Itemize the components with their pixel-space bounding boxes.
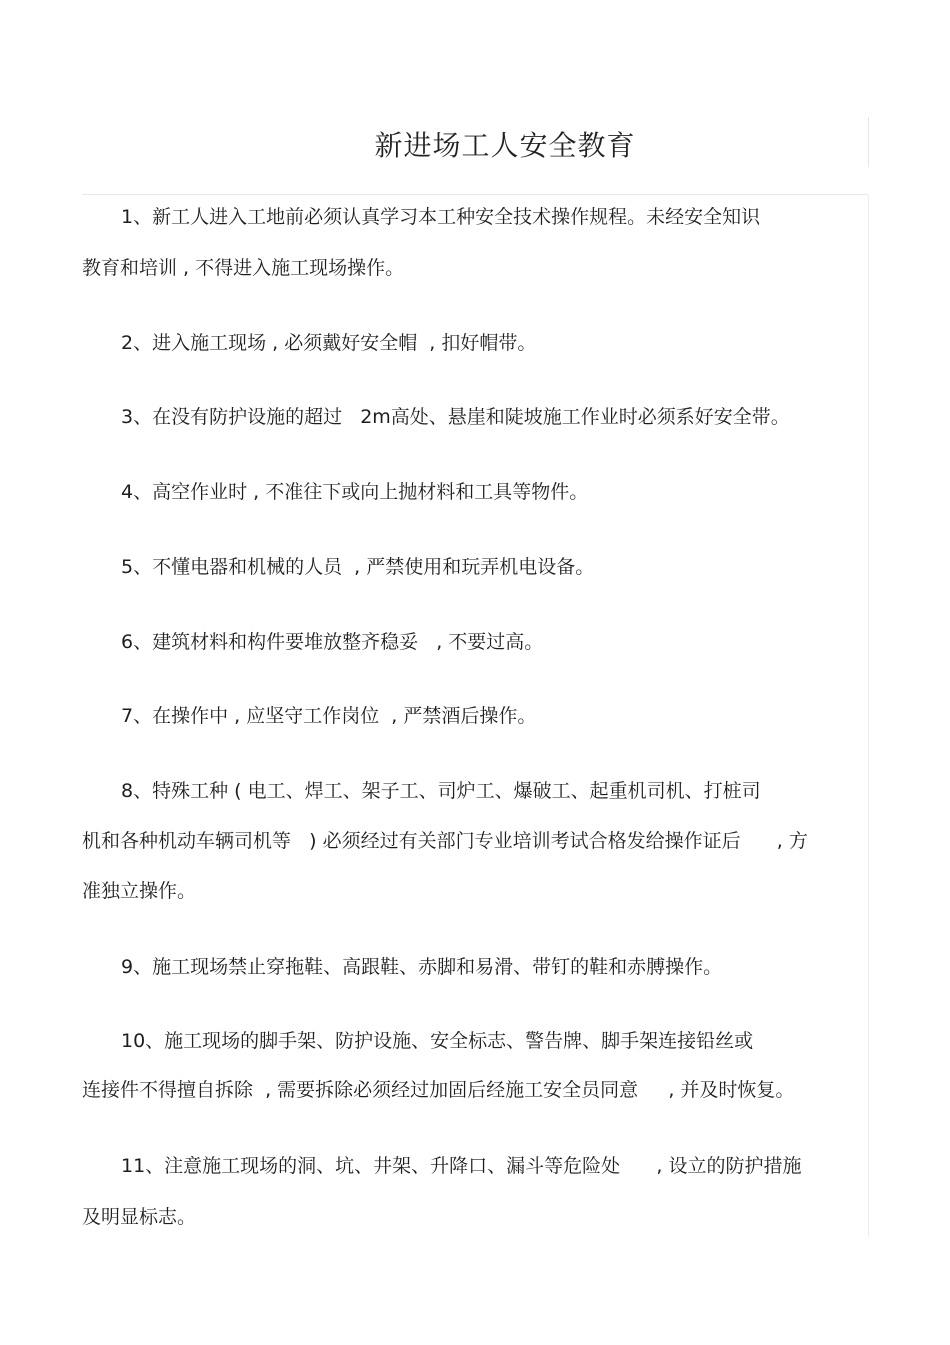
document-title: 新进场工人安全教育 bbox=[374, 129, 636, 162]
item-1-line-1: 1、新工人进入工地前必须认真学习本工种安全技术操作规程。未经安全知识 bbox=[121, 206, 761, 228]
item-8-line-2: 机和各种机动车辆司机等 ) 必须经过有关部门专业培训考试合格发给操作证后 , 方 bbox=[82, 830, 808, 852]
item-7-line-1: 7、在操作中 , 应坚守工作岗位 , 严禁酒后操作。 bbox=[121, 705, 537, 727]
item-2-line-1: 2、进入施工现场 , 必须戴好安全帽 , 扣好帽带。 bbox=[121, 332, 537, 354]
item-9-line-1: 9、施工现场禁止穿拖鞋、高跟鞋、赤脚和易滑、带钉的鞋和赤膊操作。 bbox=[121, 956, 723, 978]
item-3-line-1: 3、在没有防护设施的超过 2m高处、悬崖和陡坡施工作业时必须系好安全带。 bbox=[121, 406, 790, 428]
item-5-line-1: 5、不懂电器和机械的人员 , 严禁使用和玩弄机电设备。 bbox=[121, 556, 595, 578]
item-1-line-2: 教育和培训 , 不得进入施工现场操作。 bbox=[82, 257, 405, 279]
item-6-line-1: 6、建筑材料和构件要堆放整齐稳妥 , 不要过高。 bbox=[121, 631, 544, 653]
item-10-line-1: 10、施工现场的脚手架、防护设施、安全标志、警告牌、脚手架连接铅丝或 bbox=[121, 1030, 754, 1052]
item-8-line-3: 准独立操作。 bbox=[82, 880, 197, 902]
item-11-line-2: 及明显标志。 bbox=[82, 1206, 197, 1228]
item-10-line-2: 连接件不得擅自拆除 , 需要拆除必须经过加固后经施工安全员同意 , 并及时恢复。 bbox=[82, 1079, 795, 1101]
item-4-line-1: 4、高空作业时 , 不准往下或向上抛材料和工具等物件。 bbox=[121, 481, 589, 503]
item-11-line-1: 11、注意施工现场的洞、坑、井架、升降口、漏斗等危险处 , 设立的防护措施 bbox=[121, 1155, 802, 1177]
page-border-right bbox=[868, 195, 869, 1237]
page-border-top bbox=[82, 194, 868, 195]
item-8-line-1: 8、特殊工种 ( 电工、焊工、架子工、司炉工、爆破工、起重机司机、打桩司 bbox=[121, 780, 761, 802]
